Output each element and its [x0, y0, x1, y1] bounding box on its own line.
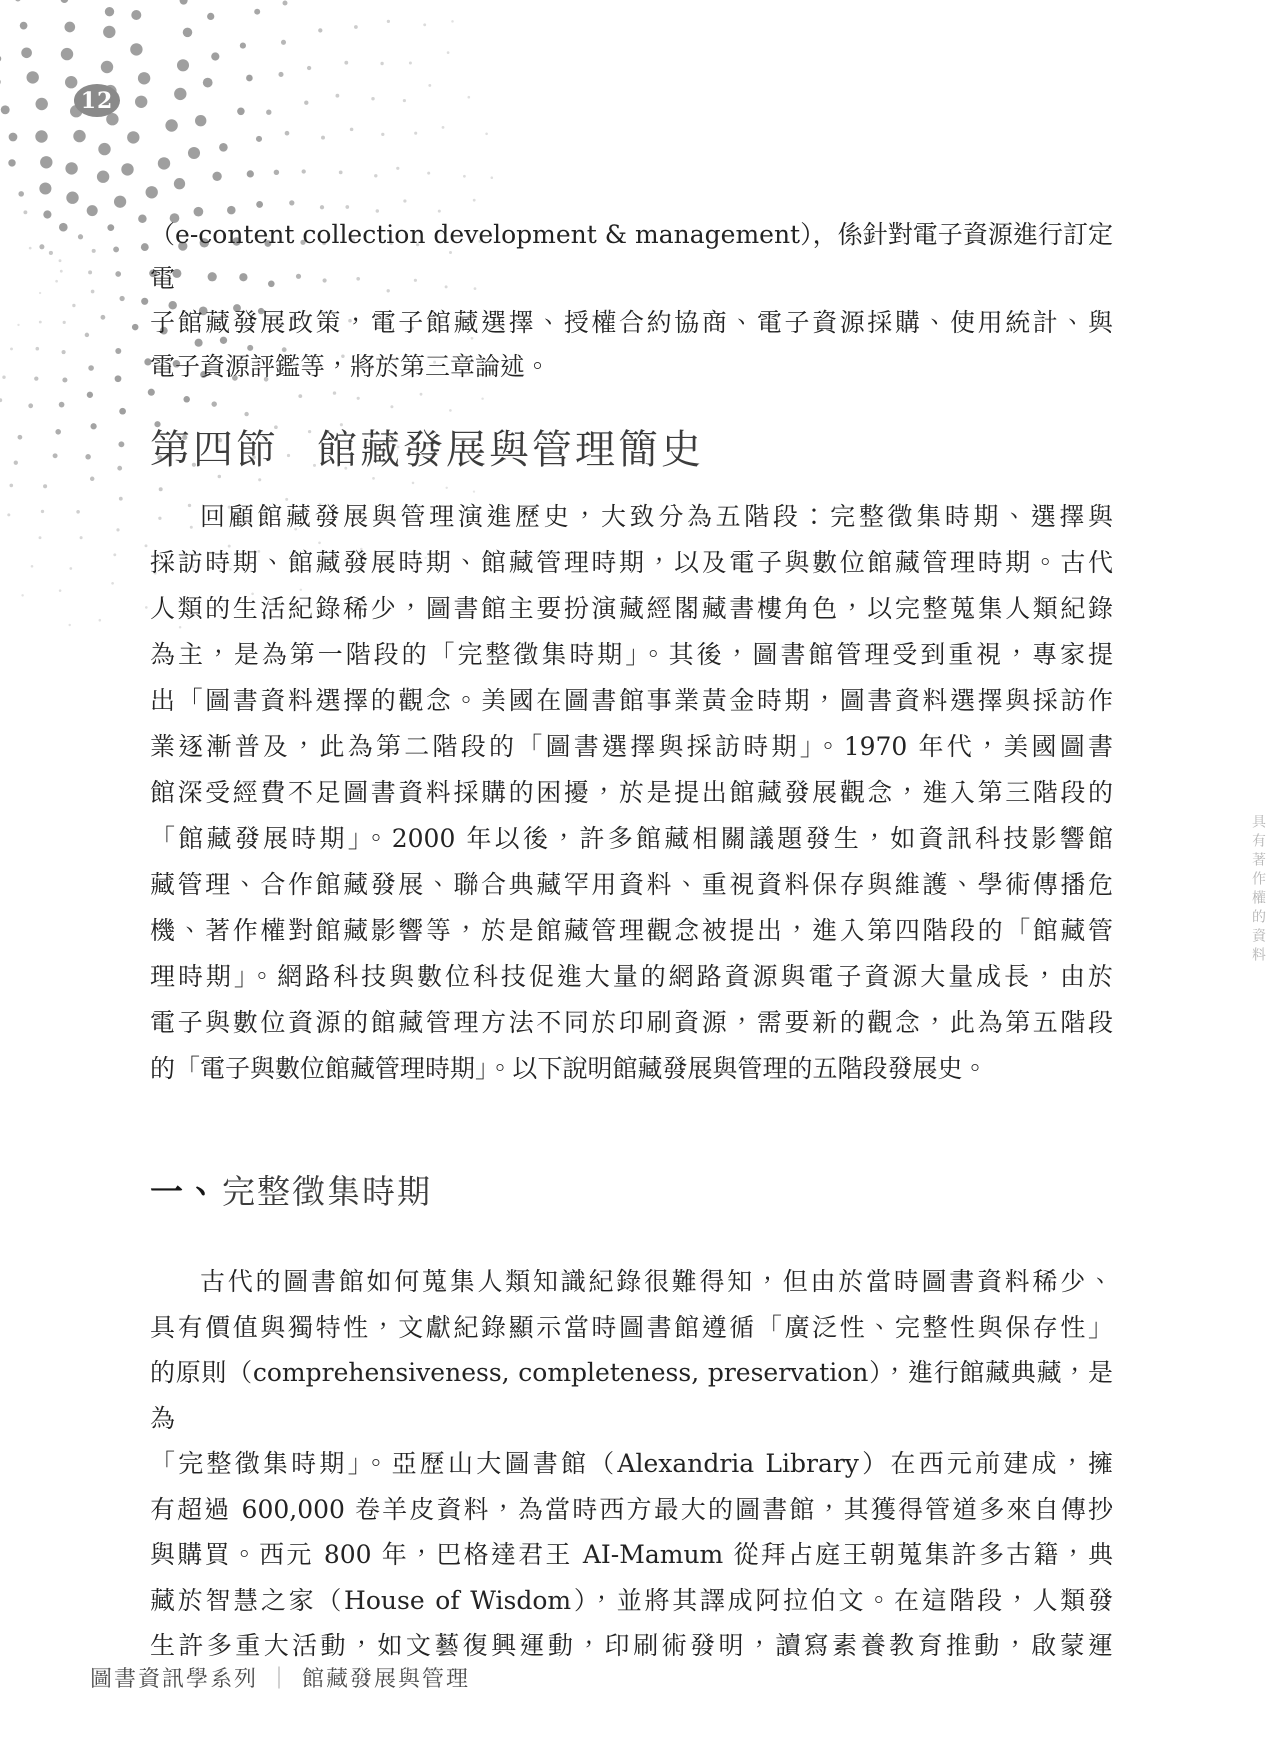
text-line: 的「電子與數位館藏管理時期」。以下說明館藏發展與管理的五階段發展史。 — [150, 1054, 988, 1083]
text-line: 電子與數位資源的館藏管理方法不同於印刷資源，需要新的觀念，此為第五階段 — [150, 1008, 1113, 1037]
text-line: 館深受經費不足圖書資料採購的困擾，於是提出館藏發展觀念，進入第三階段的 — [150, 778, 1113, 807]
text-line: （e-content collection development & management），係針對電子資源進行訂定電 — [150, 220, 1113, 293]
text-line: 機、著作權對館藏影響等，於是館藏管理觀念被提出，進入第四階段的「館藏管 — [150, 916, 1113, 945]
section-title: 館藏發展與管理簡史 — [317, 427, 704, 473]
side-note-vertical: 具有著作權的資料 — [1250, 814, 1266, 966]
subsection-paragraph — [150, 1259, 1113, 1669]
footer-book-title: 館藏發展與管理 — [302, 1667, 471, 1692]
text-line: 「館藏發展時期」。2000 年以後，許多館藏相關議題發生，如資訊科技影響館 — [150, 824, 1113, 853]
page-footer — [90, 1662, 470, 1693]
text-line: 藏於智慧之家（House of Wisdom），並將其譯成阿拉伯文。在這階段，人類發 — [150, 1585, 1113, 1615]
text-line: 採訪時期、館藏發展時期、館藏管理時期，以及電子與數位館藏管理時期。古代 — [150, 548, 1113, 577]
intro-paragraph — [150, 213, 1113, 389]
text-line: 古代的圖書館如何蒐集人類知識紀錄很難得知，但由於當時圖書資料稀少、 — [200, 1267, 1113, 1296]
text-line: 藏管理、合作館藏發展、聯合典藏罕用資料、重視資料保存與維護、學術傳播危 — [150, 870, 1113, 899]
subsection-heading — [150, 1166, 432, 1213]
text-line: 子館藏發展政策，電子館藏選擇、授權合約協商、電子資源採購、使用統計、與 — [150, 308, 1113, 337]
page-number-badge — [74, 84, 120, 117]
text-line: 業逐漸普及，此為第二階段的「圖書選擇與採訪時期」。1970 年代，美國圖書 — [150, 732, 1113, 761]
text-line: 生許多重大活動，如文藝復興運動，印刷術發明，讀寫素養教育推動，啟蒙運 — [150, 1631, 1113, 1660]
text-line: 出「圖書資料選擇的觀念。美國在圖書館事業黃金時期，圖書資料選擇與採訪作 — [150, 686, 1113, 715]
text-line: 「完整徵集時期」。亞歷山大圖書館（Alexandria Library）在西元前建成，擁 — [150, 1449, 1113, 1478]
footer-series: 圖書資訊學系列 — [90, 1667, 259, 1692]
text-line: 具有價值與獨特性，文獻紀錄顯示當時圖書館遵循「廣泛性、完整性與保存性」 — [150, 1312, 1113, 1342]
subsection-number: 一、 — [150, 1172, 220, 1211]
page-number: 12 — [80, 87, 114, 114]
text-line: 與購買。西元 800 年，巴格達君王 AI-Mamum 從拜占庭王朝蒐集許多古籍，典 — [150, 1540, 1113, 1569]
text-line: 理時期」。網路科技與數位科技促進大量的網路資源與電子資源大量成長，由於 — [150, 962, 1113, 991]
text-line: 電子資源評鑑等，將於第三章論述。 — [150, 352, 551, 381]
text-line: 人類的生活紀錄稀少，圖書館主要扮演藏經閣藏書樓角色，以完整蒐集人類紀錄 — [150, 594, 1113, 623]
text-line: 有超過 600,000 卷羊皮資料，為當時西方最大的圖書館，其獲得管道多來自傳抄 — [150, 1494, 1113, 1524]
section-number: 第四節 — [150, 427, 279, 473]
section-heading — [150, 418, 704, 475]
section-paragraph — [150, 494, 1113, 1092]
text-line: 為主，是為第一階段的「完整徵集時期」。其後，圖書館管理受到重視，專家提 — [150, 640, 1113, 669]
text-line: 的原則（comprehensiveness, completeness, preservation），進行館藏典藏，是為 — [150, 1358, 1113, 1433]
subsection-title: 完整徵集時期 — [222, 1172, 432, 1211]
footer-divider: ｜ — [268, 1667, 293, 1692]
text-line: 回顧館藏發展與管理演進歷史，大致分為五階段：完整徵集時期、選擇與 — [200, 502, 1113, 531]
